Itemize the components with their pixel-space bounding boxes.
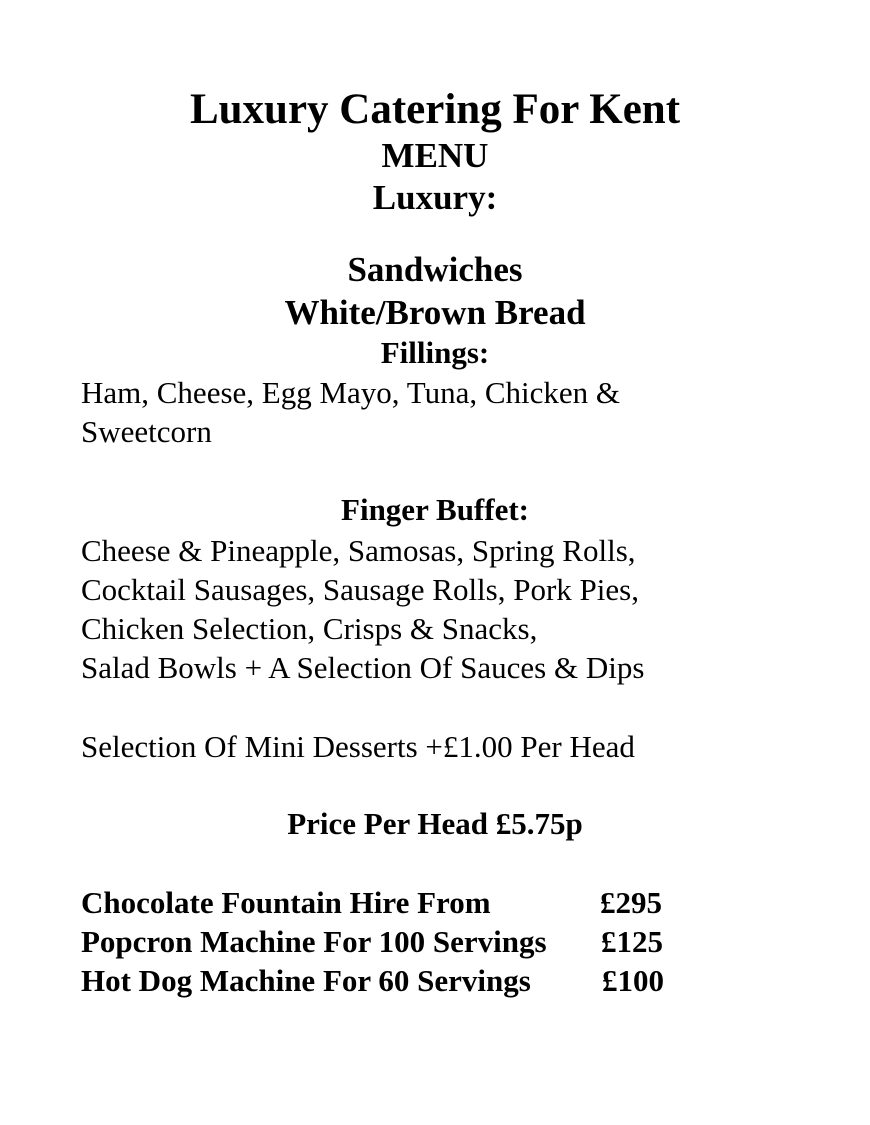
desserts-line: Selection Of Mini Desserts +£1.00 Per Head — [81, 729, 635, 764]
extra-price: £295 — [600, 885, 662, 920]
fillings-list — [81, 373, 620, 451]
fillings-heading: Fillings: — [380, 335, 490, 370]
sandwiches-heading: Sandwiches — [347, 250, 523, 289]
extra-price: £125 — [601, 924, 663, 959]
finger-buffet-list — [81, 531, 644, 687]
finger-buffet-line: Chicken Selection, Crisps & Snacks, — [81, 611, 538, 646]
extra-label: Popcron Machine For 100 Servings — [81, 924, 547, 959]
fillings-line: Sweetcorn — [81, 414, 212, 449]
tier-label: Luxury: — [372, 178, 498, 217]
bread-heading: White/Brown Bread — [284, 293, 586, 332]
finger-buffet-heading: Finger Buffet: — [341, 492, 529, 527]
price-per-head: Price Per Head £5.75p — [287, 806, 583, 841]
menu-label: MENU — [381, 136, 489, 175]
extra-label: Chocolate Fountain Hire From — [81, 885, 491, 920]
extra-price: £100 — [602, 963, 664, 998]
finger-buffet-line: Cheese & Pineapple, Samosas, Spring Rolls, — [81, 533, 636, 568]
extra-label: Hot Dog Machine For 60 Servings — [81, 963, 531, 998]
finger-buffet-line: Cocktail Sausages, Sausage Rolls, Pork Pies, — [81, 572, 639, 607]
finger-buffet-line: Salad Bowls + A Selection Of Sauces & Dips — [81, 650, 645, 685]
fillings-line: Ham, Cheese, Egg Mayo, Tuna, Chicken & — [81, 375, 621, 410]
page-title: Luxury Catering For Kent — [189, 86, 681, 133]
